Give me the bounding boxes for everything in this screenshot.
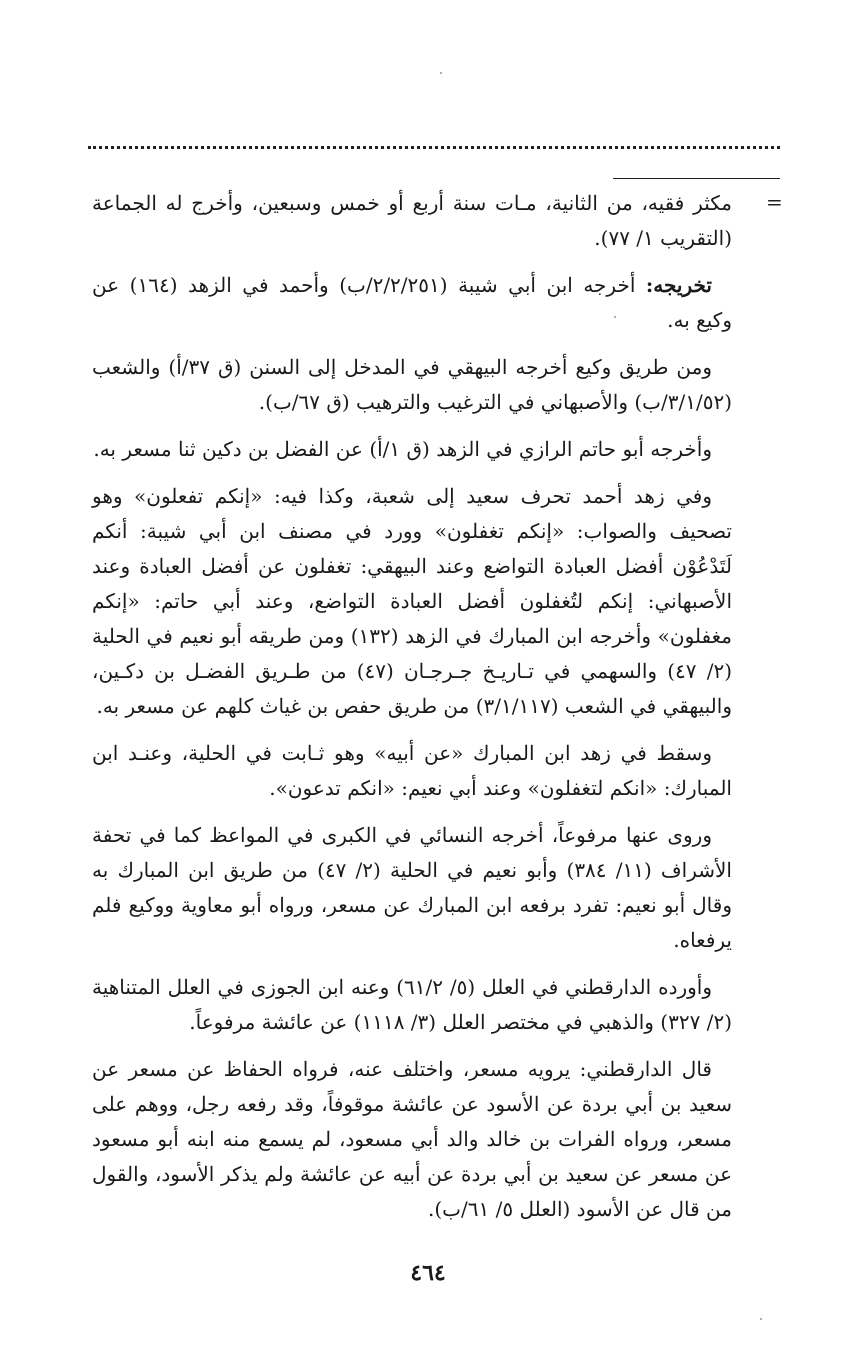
dotted-separator xyxy=(88,146,780,149)
scan-speck xyxy=(440,72,442,74)
paragraph-abu-hatim xyxy=(92,432,732,467)
paragraph-text: أخرجه ابن أبي شيبة (٢/٢/٢٥١/ب) وأحمد في الزهد (١٦٤) عن وكيع به. xyxy=(92,273,732,332)
paragraph-text: قال الدارقطني: يرويه مسعر، واختلف عنه، فرواه الحفاظ عن مسعر عن سعيد بن أبي بردة عن الأسود عن عائشة موقوفاً، وقد رفعه رجل، ووهم على مسعر، ورواه الفرات بن خالد والد أبي مسعود، لم يسمع منه ابنه أبو مسعود عن مسعر عن سعيد بن أبي بردة عن أبيه عن عائشة ولم يذكر الأسود، والقول من قال عن الأسود (العلل ٥/ ٦١/ب). xyxy=(92,1057,732,1221)
paragraph-ibn-mubarak xyxy=(92,736,732,806)
paragraph-bayhaqi xyxy=(92,350,732,420)
scan-speck xyxy=(614,316,616,318)
paragraph-text: وروى عنها مرفوعاً، أخرجه النسائي في الكبرى في المواعظ كما في تحفة الأشراف (١١/ ٣٨٤) وأبو نعيم في الحلية (٢/ ٤٧) من طريق ابن المبارك به وقال أبو نعيم: تفرد برفعه ابن المبارك عن مسعر، ورواه أبو معاوية ووكيع فلم يرفعاه. xyxy=(92,823,732,952)
paragraph-narrator-note xyxy=(92,186,732,256)
paragraph-daraqutni-quote xyxy=(92,1052,732,1227)
scan-speck xyxy=(760,1318,762,1320)
paragraph-text: ومن طريق وكيع أخرجه البيهقي في المدخل إلى السنن (ق ٣٧/أ) والشعب (٣/١/٥٢/ب) والأصبهاني في الترغيب والترهيب (ق ٦٧/ب). xyxy=(92,355,732,414)
paragraph-lead: تخريجه: xyxy=(645,273,712,297)
continuation-mark: = xyxy=(766,190,783,214)
footnote-rule xyxy=(613,178,780,179)
paragraph-text: وفي زهد أحمد تحرف سعيد إلى شعبة، وكذا فيه: «إنكم تفعلون» وهو تصحيف والصواب: «إنكم تغفلون» وورد في مصنف ابن أبي شيبة: أنكم لَتَدْعُوْن أفضل العبادة التواضع وعند البيهقي: تغفلون عن أفضل العبادة وعند الأصبهاني: إنكم لتُغفلون أفضل العبادة التواضع، وعند أبي حاتم: «إنكم مغفلون» وأخرجه ابن المبارك في الزهد (١٣٢) ومن طريقه أبو نعيم في الحلية (٢/ ٤٧) والسهمي في تـاريـخ جـرجـان (٤٧) من طـريق الفضـل بن دكـين، والبيهقي في الشعب (٣/١/١١٧) من طريق حفص بن غياث كلهم عن مسعر به. xyxy=(92,484,732,718)
paragraph-marfu xyxy=(92,818,732,958)
paragraph-text: وسقط في زهد ابن المبارك «عن أبيه» وهو ثـابت في الحلية، وعنـد ابن المبارك: «انكم لتغفلون» وعند أبي نعيم: «انكم تدعون». xyxy=(92,741,732,800)
paragraph-zuhd-ahmad xyxy=(92,479,732,724)
paragraph-text: وأورده الدارقطني في العلل (٥/ ٦١/٢) وعنه ابن الجوزى في العلل المتناهية (٢/ ٣٢٧) والذهبي في مختصر العلل (٣/ ١١١٨) عن عائشة مرفوعاً. xyxy=(92,975,732,1034)
paragraph-text: مكثر فقيه، من الثانية، مـات سنة أربع أو خمس وسبعين، وأخرج له الجماعة (التقريب ١/ ٧٧). xyxy=(92,191,732,250)
paragraph-text: وأخرجه أبو حاتم الرازي في الزهد (ق ١/أ) عن الفضل بن دكين ثنا مسعر به. xyxy=(93,437,712,461)
paragraph-takhrij xyxy=(92,268,732,338)
paragraph-daraqutni-ilal xyxy=(92,970,732,1040)
footnote-body xyxy=(92,186,732,1239)
page-number: ٤٦٤ xyxy=(410,1260,446,1286)
